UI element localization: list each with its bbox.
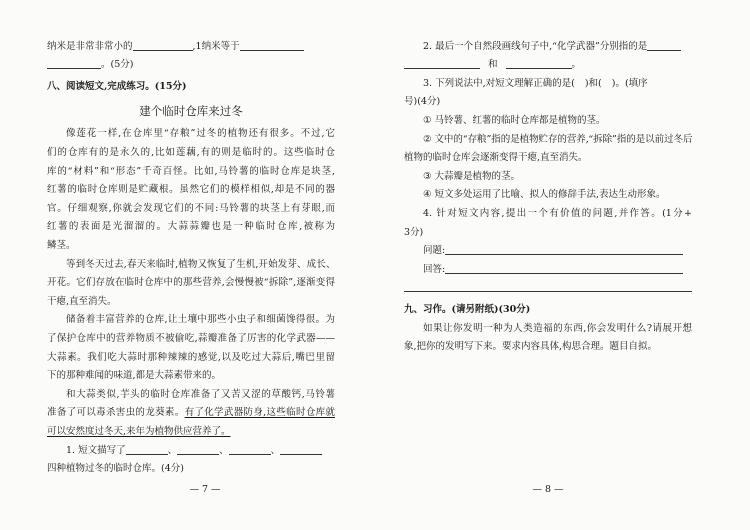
question-stem: )。(填序 [611,77,648,89]
prev-question-text: ,1纳米等于 [192,40,240,52]
paragraph-3 [47,311,335,385]
paragraph-line: 了保护仓库中的营养物质不被偷吃,蒜瓣准备了厉害的化学武器—— [47,332,335,344]
paragraph-line: 们的仓库有的是永久的,比如莲藕,有的则是临时的。这些临时仓 [47,147,335,159]
paragraph-2 [47,256,335,312]
answer-blank [177,445,219,455]
option-text: 马铃薯、红薯的临时仓库都是植物的茎。 [434,115,606,127]
option-text: 短文多处运用了比喻、拟人的修辞手法,表达生动形象。 [434,189,666,201]
paragraph-line: 和大蒜类似,芋头的临时仓库准备了又苦又涩的草酸钙,马铃薯 [66,388,335,400]
option-marker: ② [423,133,432,145]
question-4 [404,205,692,298]
question-stem: )和( [584,77,602,89]
writing-prompt-line: 如果让你发明一种为人类造福的东西,你会发明什么?请展开想 [423,322,692,334]
separator: 、 [270,444,281,456]
page-number-7: — 7 — [189,484,221,495]
answer-blank [445,245,683,255]
article-body [47,125,335,441]
section-9 [404,301,692,357]
prev-question-text: 纳米是非常非常小的 [47,40,133,52]
paragraph-line: 库的“材料”和“形态”千奇百怪。比如,马铃薯的临时仓库是块茎, [47,165,335,177]
answer-blank [47,59,101,69]
answer-blank [445,264,683,274]
option-3 [404,168,692,187]
question-number: 4. [423,208,433,220]
paragraph-line: 干瘪,直至消失。 [47,295,117,307]
question-2-line-1 [404,38,692,57]
page-8 [404,38,692,357]
paragraph-line: 红薯的临时仓库则是贮藏根。虽然它们的模样相似,却是不同的器 [47,184,335,196]
separator: 、 [219,444,229,456]
question-end: 。 [571,59,582,71]
paragraph-line: 储备着丰富营养的仓库,让土壤中那些小虫子和细菌馋得很。为 [66,314,335,326]
option-marker: ③ [423,170,432,182]
paragraph-line: 大蒜素。我们吃大蒜时那种辣辣的感觉,以及吃过大蒜后,嘴巴里留 [47,351,335,363]
prev-question-line-2 [47,56,335,75]
page-7 [47,38,335,479]
option-2-continued: 植物的临时仓库会逐渐变得干瘪,直至消失。 [404,152,588,164]
paragraph-line [47,404,335,423]
paragraph-line: 下的那种难闻的味道,都是大蒜素带来的。 [47,370,222,382]
answer-blank [126,445,168,455]
writing-prompt-line: 象,把你的发明写下来。要求内容具体,构思合理。题目自拟。 [404,341,658,353]
question-stem: 短文描写了 [78,444,126,456]
option-marker: ① [423,115,432,127]
section-8-heading: 八、阅读短文,完成练习。(15分) [47,81,187,93]
paragraph-line: 官。仔细观察,你就会发现它们的不同:马铃薯的块茎上有芽眼,而 [47,202,335,214]
prev-question-line-1 [47,38,335,57]
option-text: 大蒜瓣是植物的茎。 [434,170,521,182]
question-2 [404,38,692,75]
paragraph-line: 红薯的表面是光溜溜的。大蒜蒜瓣也是一种临时仓库,被称为 [47,221,335,233]
question-4-line-2: 3分) [404,226,424,238]
option-marker: ④ [423,189,432,201]
paragraph-line: 等到冬天过去,春天来临时,植物又恢复了生机,开始发芽、成长、 [66,258,335,270]
paragraph-line: 开花。它们存放在临时仓库中的那些营养,会慢慢被“拆除”,逐渐变得 [47,277,335,289]
answer-blank [506,59,572,69]
paragraph-4 [47,386,335,442]
question-2-line-2 [404,56,692,75]
answer-blank [280,445,322,455]
option-4 [404,186,692,205]
answer-line [404,261,692,280]
connector: 和 [488,59,498,71]
underlined-sentence: 可以安然度过冬天,来年为植物供应营养了。 [47,425,231,437]
question-label: 问题: [423,245,446,257]
paragraph-line [47,423,335,442]
answer-label: 回答: [423,263,446,275]
answer-blank [404,59,480,69]
question-stem: 针对短文内容,提出一个有价值的问题,并作答。(1分+ [435,208,692,220]
option-text: 文中的“存粮”指的是植物贮存的营养,“拆除”指的是以前过冬后 [434,133,692,145]
question-answer-line [404,242,692,261]
answer-blank [229,445,271,455]
paragraph-line: 鳞茎。 [47,240,76,252]
question-stem: 最后一个自然段画线句子中,“化学武器”分别指的是 [435,40,648,52]
separator: 、 [167,444,178,456]
paragraph-line: 像莲花一样,在仓库里“存粮”过冬的植物还有很多。不过,它 [66,128,335,140]
question-number: 3. [423,77,433,89]
extra-answer-line [404,279,692,298]
question-number: 2. [423,40,433,52]
question-3-line-1 [404,75,692,94]
section-9-heading: 九、习作。(请另附纸)(30分) [404,304,531,315]
option-1 [404,112,692,131]
page-number-8: — 8 — [532,484,564,495]
question-1 [47,442,335,479]
question-stem: 下列说法中,对短文理解正确的是( [435,77,575,89]
question-3 [404,75,692,205]
answer-blank [133,41,193,51]
question-1-line-1 [47,442,335,461]
article-title: 建个临时仓库来过冬 [139,103,243,118]
question-3-line-2: 号)(4分) [404,96,441,108]
paragraph-1 [47,125,335,255]
question-number: 1. [66,444,76,456]
prev-question-score: 。(5分) [101,59,134,71]
question-1-line-2: 四种植物过冬的临时仓库。(4分) [47,463,184,475]
underlined-sentence: 有了化学武器防身,这些临时仓库就 [184,407,335,419]
answer-blank [404,282,692,292]
answer-blank [647,41,681,51]
question-4-line-1 [404,205,692,224]
paragraph-text: 准备了可以毒杀害虫的龙葵素。 [47,407,185,419]
answer-blank [240,41,304,51]
option-2 [404,131,692,150]
